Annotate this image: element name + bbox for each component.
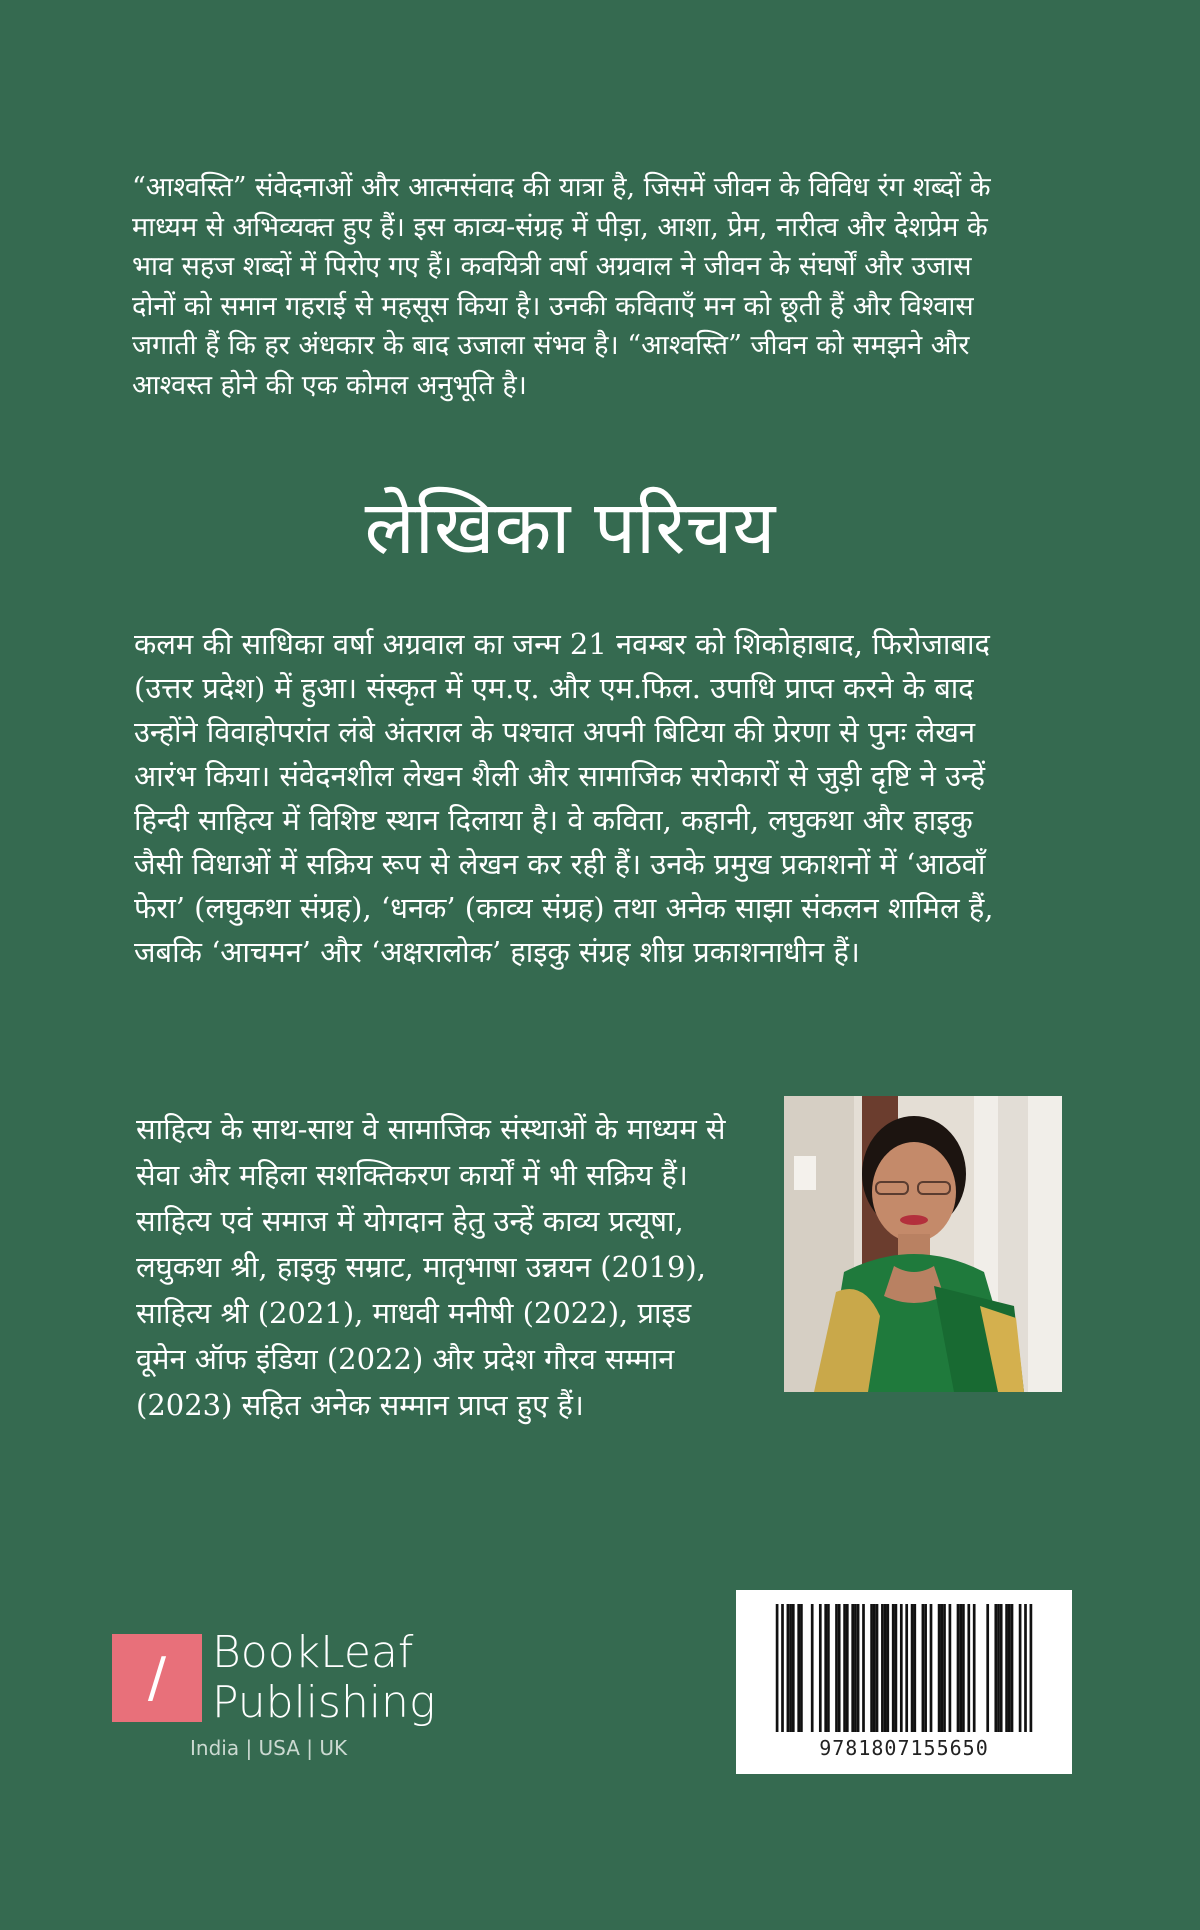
barcode-bar [922, 1604, 925, 1732]
barcode-bar [1005, 1604, 1008, 1732]
barcode-bar [892, 1604, 895, 1732]
barcode-bar [997, 1604, 1000, 1732]
publisher-regions: India | USA | UK [190, 1736, 348, 1760]
barcode-bar [884, 1604, 887, 1732]
barcode-bar [800, 1604, 803, 1732]
barcode-bar [911, 1604, 914, 1732]
barcode-bar [862, 1604, 865, 1732]
publisher-name-line2: Publishing [212, 1677, 436, 1728]
barcode-bar [962, 1604, 965, 1732]
author-photo [784, 1096, 1062, 1392]
barcode-bar [776, 1604, 779, 1732]
barcode-bar [967, 1604, 970, 1732]
barcode-bar [949, 1604, 952, 1732]
barcode-bar [913, 1604, 916, 1732]
barcode-bar [843, 1604, 846, 1732]
publisher-name [212, 1628, 435, 1728]
barcode-bar [870, 1604, 873, 1732]
barcode-bar [994, 1604, 997, 1732]
barcode-bar [1011, 1604, 1014, 1732]
barcode-bar [811, 1604, 814, 1732]
isbn-barcode [736, 1590, 1072, 1774]
barcode-bar [895, 1604, 898, 1732]
barcode-bar [943, 1604, 946, 1732]
barcode-bar [857, 1604, 860, 1732]
author-bio-continued-paragraph: साहित्य के साथ-साथ वे सामाजिक संस्थाओं के माध्यम से सेवा और महिला सशक्तिकरण कार्यों में भी सक्रिय हैं। साहित्य एवं समाज में योगदान हेतु उन्हें काव्य प्रत्यूषा, लघुकथा श्री, हाइकु सम्राट, मातृभाषा उन्नयन (2019), साहित्य श्री (2021), माधवी मनीषी (2022), प्राइड वूमेन ऑफ इंडिया (2022) और प्रदेश गौरव सम्मान (2023) सहित अनेक सम्मान प्राप्त हुए हैं। [136, 1112, 726, 1422]
barcode-bar [973, 1604, 976, 1732]
publisher-name-line1: BookLeaf [212, 1627, 414, 1678]
barcode-bar [789, 1604, 792, 1732]
bookleaf-publishing-logo [112, 1628, 452, 1758]
barcode-bar [1024, 1604, 1027, 1732]
barcode-bar [851, 1604, 854, 1732]
barcode-bar [835, 1604, 838, 1732]
barcode-bar [792, 1604, 795, 1732]
barcode-bar [1000, 1604, 1003, 1732]
barcode-bar [854, 1604, 857, 1732]
barcode-bar [959, 1604, 962, 1732]
barcode-bar [1030, 1604, 1033, 1732]
barcode-bar [957, 1604, 960, 1732]
barcode-bar [986, 1604, 989, 1732]
barcode-bar [930, 1604, 933, 1732]
barcode-bar [881, 1604, 884, 1732]
author-bio-paragraph: कलम की साधिका वर्षा अग्रवाल का जन्म 21 नवम्बर को शिकोहाबाद, फिरोजाबाद (उत्तर प्रदेश) में हुआ। संस्कृत में एम.ए. और एम.फिल. उपाधि प्राप्त करने के बाद उन्होंने विवाहोपरांत लंबे अंतराल के पश्चात अपनी बिटिया की प्रेरणा से पुनः लेखन आरंभ किया। संवेदनशील लेखन शैली और सामाजिक सरोकारों से जुड़ी दृष्टि ने उन्हें हिन्दी साहित्य में विशिष्ट स्थान दिलाया है। वे कविता, कहानी, लघुकथा और हाइकु जैसी विधाओं में सक्रिय रूप से लेखन कर रही हैं। उनके प्रमुख प्रकाशनों में ‘आठवाँ फेरा’ (लघुकथा संग्रह), ‘धनक’ (काव्य संग्रह) तथा अनेक साझा संकलन शामिल हैं, जबकि ‘आचमन’ और ‘अक्षरालोक’ हाइकु संग्रह शीघ्र प्रकाशनाधीन हैं। [134, 627, 994, 969]
barcode-bar [905, 1604, 908, 1732]
barcode-bar [827, 1604, 830, 1732]
barcode-bar [819, 1604, 822, 1732]
barcode-bar [797, 1604, 800, 1732]
barcode-bar [900, 1604, 903, 1732]
barcode-bar [873, 1604, 876, 1732]
barcode-bar [1008, 1604, 1011, 1732]
barcode-bar [838, 1604, 841, 1732]
barcode-bar [787, 1604, 790, 1732]
barcode-bar [824, 1604, 827, 1732]
blurb-paragraph: “आश्वस्ति” संवेदनाओं और आत्मसंवाद की यात्रा है, जिसमें जीवन के विविध रंग शब्दों के माध्यम से अभिव्यक्त हुए हैं। इस काव्य-संग्रह में पीड़ा, आशा, प्रेम, नारीत्व और देशप्रेम के भाव सहज शब्दों में पिरोए गए हैं। कवयित्री वर्षा अग्रवाल ने जीवन के संघर्षों और उजास दोनों को समान गहराई से महसूस किया है। उनकी कविताएँ मन को छूती हैं और विश्वास जगाती हैं कि हर अंधकार के बाद उजाला संभव है। “आश्वस्ति” जीवन को समझने और आश्वस्त होने की एक कोमल अनुभूति है। [132, 172, 991, 401]
barcode-bar [846, 1604, 849, 1732]
isbn-number: 9781807155650 [819, 1736, 989, 1760]
barcode-bar [876, 1604, 879, 1732]
barcode-bar [940, 1604, 943, 1732]
barcode-bar [938, 1604, 941, 1732]
barcode-bar [1019, 1604, 1022, 1732]
barcode-bar [886, 1604, 889, 1732]
barcode-bar [781, 1604, 784, 1732]
author-intro-heading: लेखिका परिचय [364, 485, 776, 571]
barcode-bars [736, 1590, 1072, 1736]
barcode-bar [924, 1604, 927, 1732]
logo-slash-glyph: / [147, 1646, 167, 1709]
